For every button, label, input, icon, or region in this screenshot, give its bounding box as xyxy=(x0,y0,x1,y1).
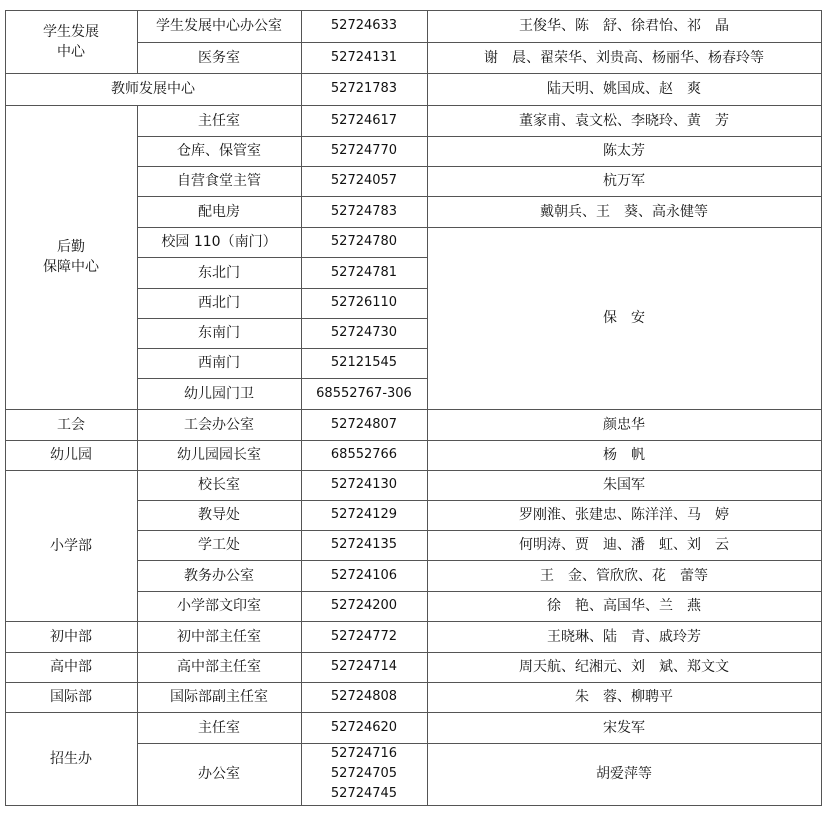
table-rule xyxy=(5,805,822,806)
staff-cell: 陈太芳 xyxy=(603,143,645,159)
office-cell: 学工处 xyxy=(198,537,240,553)
office-cell: 校园 110（南门） xyxy=(161,234,277,250)
office-cell: 国际部副主任室 xyxy=(170,689,268,705)
office-cell: 幼儿园门卫 xyxy=(184,385,254,402)
staff-cell: 何明涛、贾 迪、潘 虹、刘 云 xyxy=(519,537,729,553)
office-cell: 校长室 xyxy=(198,477,240,493)
department-cell: 国际部 xyxy=(50,689,92,705)
department-cell: 小学部 xyxy=(50,537,92,554)
department-cell: 学生发展 中心 xyxy=(43,23,99,60)
staff-cell: 胡爱萍等 xyxy=(596,766,652,782)
staff-cell: 董家甫、袁文松、李晓玲、黄 芳 xyxy=(519,112,729,129)
office-cell: 西北门 xyxy=(198,295,240,311)
office-cell: 自营食堂主管 xyxy=(177,173,261,189)
phone-cell: 52724783 xyxy=(330,203,398,219)
office-cell: 幼儿园园长室 xyxy=(177,447,261,463)
staff-cell: 王 金、管欣欣、花 蕾等 xyxy=(540,567,708,584)
office-cell: 主任室 xyxy=(198,112,240,129)
phone-cell: 52121545 xyxy=(330,355,398,370)
phone-cell: 52724633 xyxy=(330,18,398,33)
phone-cell: 52724770 xyxy=(330,143,398,158)
phone-cell: 52724200 xyxy=(330,598,398,613)
staff-cell: 周天航、纪湘元、刘 斌、郑文文 xyxy=(519,659,729,675)
department-cell: 高中部 xyxy=(50,659,92,675)
phone-cell: 52724781 xyxy=(330,264,398,280)
staff-cell: 颜忠华 xyxy=(603,416,645,433)
staff-cell: 罗刚淮、张建忠、陈洋洋、马 婷 xyxy=(519,507,729,523)
office-cell: 教务办公室 xyxy=(184,567,254,584)
phone-cell: 52724057 xyxy=(330,173,398,188)
phone-cell: 52724130 xyxy=(330,477,398,492)
staff-cell: 朱国军 xyxy=(603,477,645,493)
staff-cell: 宋发军 xyxy=(603,719,645,736)
phone-cell: 52724730 xyxy=(330,325,398,340)
office-cell: 东南门 xyxy=(198,325,240,341)
phone-cell: 52724807 xyxy=(330,416,398,432)
department-cell: 教师发展中心 xyxy=(111,81,195,97)
phone-cell: 52724131 xyxy=(330,49,398,65)
office-cell: 仓库、保管室 xyxy=(177,143,261,159)
staff-cell: 戴朝兵、王 葵、高永健等 xyxy=(540,203,708,220)
office-cell: 办公室 xyxy=(198,766,240,782)
office-cell: 东北门 xyxy=(198,264,240,281)
department-cell: 幼儿园 xyxy=(50,447,92,463)
phone-cell: 52724716 52724705 52724745 xyxy=(330,746,398,801)
department-cell: 后勤 保障中心 xyxy=(43,239,99,275)
phone-cell: 52724808 xyxy=(330,689,398,704)
phone-cell: 52724106 xyxy=(330,567,398,583)
phone-cell: 52724714 xyxy=(330,659,398,674)
table-rule xyxy=(821,10,822,806)
staff-cell: 谢 晨、翟荣华、刘贵高、杨丽华、杨春玲等 xyxy=(484,49,764,66)
staff-cell: 王晓琳、陆 青、戚玲芳 xyxy=(547,628,701,645)
office-cell: 主任室 xyxy=(198,719,240,736)
department-cell: 初中部 xyxy=(50,628,92,645)
office-cell: 小学部文印室 xyxy=(177,598,261,614)
office-cell: 西南门 xyxy=(198,355,240,371)
phone-cell: 52724135 xyxy=(330,537,398,552)
phone-cell: 68552767-306 xyxy=(316,385,412,401)
office-cell: 配电房 xyxy=(198,203,240,220)
office-cell: 医务室 xyxy=(198,49,240,66)
staff-cell: 王俊华、陈 舒、徐君怡、祁 晶 xyxy=(519,18,729,34)
phone-cell: 52724772 xyxy=(330,628,398,644)
staff-cell: 陆天明、姚国成、赵 爽 xyxy=(547,81,701,97)
department-cell: 招生办 xyxy=(50,750,92,767)
staff-cell: 朱 蓉、柳聘平 xyxy=(575,689,673,705)
staff-cell: 徐 艳、高国华、兰 燕 xyxy=(547,598,701,614)
phone-cell: 52724780 xyxy=(330,234,398,249)
staff-cell: 杭万军 xyxy=(603,173,645,189)
phone-cell: 52724620 xyxy=(330,719,398,735)
phone-cell: 52726110 xyxy=(330,295,398,310)
staff-cell: 杨 帆 xyxy=(603,447,645,463)
department-cell: 工会 xyxy=(57,416,85,433)
office-cell: 初中部主任室 xyxy=(177,628,261,645)
phone-cell: 52724129 xyxy=(330,507,398,522)
office-cell: 工会办公室 xyxy=(184,416,254,433)
phone-cell: 68552766 xyxy=(330,447,398,462)
office-cell: 学生发展中心办公室 xyxy=(156,18,282,34)
staff-cell: 保 安 xyxy=(603,310,645,326)
phone-cell: 52721783 xyxy=(330,81,398,96)
office-cell: 教导处 xyxy=(198,507,240,523)
phone-cell: 52724617 xyxy=(330,112,398,128)
office-cell: 高中部主任室 xyxy=(177,659,261,675)
